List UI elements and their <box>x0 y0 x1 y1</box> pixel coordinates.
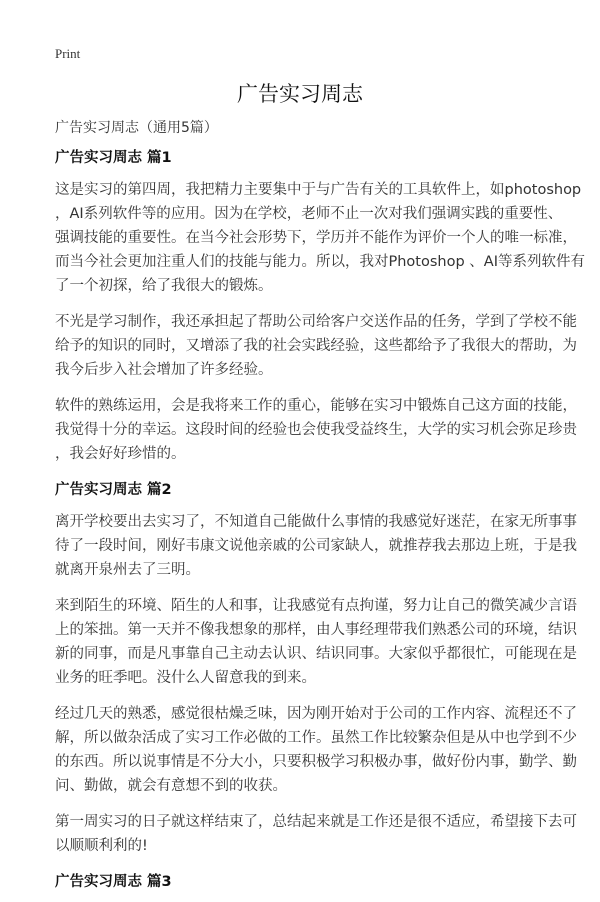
paragraph-line: 来到陌生的环境、陌生的人和事，让我感觉有点拘谨，努力让自己的微笑减少言语 <box>55 598 577 614</box>
print-link[interactable]: Print <box>55 46 81 61</box>
paragraph-line: 给予的知识的同时，又增添了我的社会实践经验，这些都给予了我很大的帮助，为 <box>55 338 577 354</box>
paragraph-line: 新的同事，而是凡事靠自己主动去认识、结识同事。大家似乎都很忙，可能现在是 <box>55 646 577 662</box>
paragraph-line: 强调技能的重要性。在当今社会形势下，学历并不能作为评价一个人的唯一标准， <box>55 230 577 246</box>
paragraph <box>55 510 577 582</box>
section-heading: 广告实习周志 篇3 <box>55 874 172 890</box>
document-body <box>55 116 585 902</box>
paragraph <box>55 810 577 858</box>
paragraph-line: 我觉得十分的幸运。这段时间的经验也会使我受益终生，大学的实习机会弥足珍贵 <box>55 422 577 438</box>
paragraph-line: 业务的旺季吧。没什么人留意我的到来。 <box>55 670 316 686</box>
paragraph <box>55 594 577 690</box>
paragraph <box>55 310 577 382</box>
paragraph-line: 解，所以做杂活成了实习工作必做的工作。虽然工作比较繁杂但是从中也学到不少 <box>55 730 577 746</box>
document-subtitle: 广告实习周志（通用5篇） <box>55 120 218 136</box>
paragraph-line: 第一周实习的日子就这样结束了，总结起来就是工作还是很不适应，希望接下去可 <box>55 814 577 830</box>
paragraph-line: 而当今社会更加注重人们的技能与能力。所以，我对Photoshop 、AI等系列软件有 <box>55 254 585 270</box>
paragraph-line: 待了一段时间，刚好韦康文说他亲戚的公司家缺人，就推荐我去那边上班，于是我 <box>55 538 577 554</box>
paragraph-line: 问、勤做，就会有意想不到的收获。 <box>55 778 287 794</box>
paragraph-line: 的东西。所以说事情是不分大小，只要积极学习积极办事，做好份内事，勤学、勤 <box>55 754 577 770</box>
paragraph-line: 我今后步入社会增加了许多经验。 <box>55 362 273 378</box>
paragraph-line: 软件的熟练运用，会是我将来工作的重心，能够在实习中锻炼自己这方面的技能， <box>55 398 577 414</box>
section-heading: 广告实习周志 篇1 <box>55 150 172 166</box>
paragraph-line: 这是实习的第四周，我把精力主要集中于与广告有关的工具软件上，如photoshop <box>55 182 582 198</box>
section-heading: 广告实习周志 篇2 <box>55 482 172 498</box>
paragraph-line: 经过几天的熟悉，感觉很枯燥乏味，因为刚开始对于公司的工作内容、流程还不了 <box>55 706 577 722</box>
page-title: 广告实习周志 <box>237 82 363 106</box>
paragraph <box>55 702 577 798</box>
paragraph <box>55 394 577 466</box>
paragraph-line: 不光是学习制作，我还承担起了帮助公司给客户交送作品的任务，学到了学校不能 <box>55 314 577 330</box>
paragraph-line: 以顺顺利利的! <box>55 838 148 854</box>
paragraph-line: 了一个初探，给了我很大的锻炼。 <box>55 278 273 294</box>
paragraph-line: ，我会好好珍惜的。 <box>55 446 186 462</box>
paragraph <box>55 178 585 298</box>
paragraph-line: 上的笨拙。第一天并不像我想象的那样，由人事经理带我们熟悉公司的环境，结识 <box>55 622 577 638</box>
paragraph-line: 就离开泉州去了三明。 <box>55 562 200 578</box>
paragraph-line: ，AI系列软件等的应用。因为在学校，老师不止一次对我们强调实践的重要性、 <box>55 206 563 222</box>
paragraph-line: 离开学校要出去实习了，不知道自己能做什么事情的我感觉好迷茫，在家无所事事 <box>55 514 577 530</box>
